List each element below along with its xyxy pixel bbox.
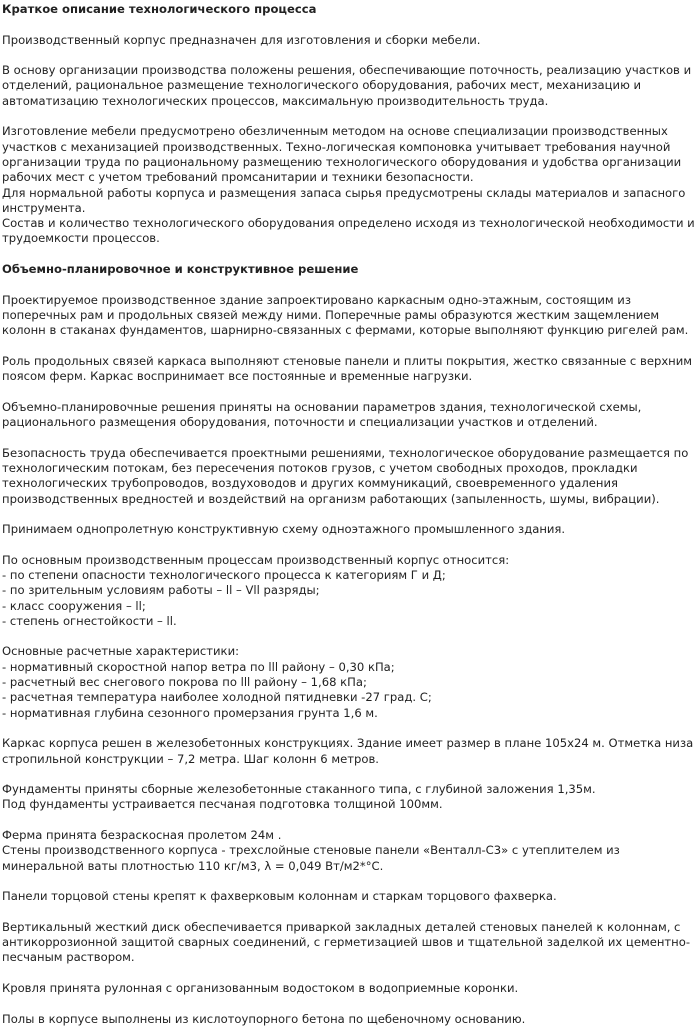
list-intro: По основным производственным процессам производственный корпус относится:: [2, 552, 510, 567]
paragraph: В основу организации производства положены решения, обеспечивающие поточность, реализацию участков и отделений, рациональное размещение технологического оборудования, рабочих мест, механизацию и автоматизацию технологических процессов, максимальную производительность труда.: [2, 63, 692, 108]
paragraph: Полы в корпусе выполнены из кислотоупорного бетона по щебеночному основанию.: [2, 1011, 526, 1026]
list-intro: Основные расчетные характеристики:: [2, 644, 240, 659]
list-item: - степень огнестойкости – ll.: [2, 613, 177, 628]
paragraph: Безопасность труда обеспечивается проектными решениями, технологическое оборудование размещается по технологическим потокам, без пересечения потоков грузов, с учетом свободных проходов, прокладки технологических трубопроводов, воздуховодов и других коммуникаций, своевременного удаления производственных вредностей и воздействий на организм работающих (запыленность, шумы, вибрации).: [2, 445, 689, 506]
paragraph: Состав и количество технологического оборудования определено исходя из технологической необходимости и трудоемкости процессов.: [2, 216, 695, 246]
list-item: - по зрительным условиям работы – ll – Vll разряды;: [2, 583, 320, 598]
paragraph: Ферма принята безраскосная пролетом 24м .: [2, 828, 282, 843]
paragraph: Объемно-планировочные решения приняты на основании параметров здания, технологической схемы, рационального размещения оборудования, поточности и специализации участков и отделений.: [2, 399, 642, 430]
section-heading-process: Краткое описание технологического процесса: [2, 2, 317, 16]
paragraph: Кровля принята рулонная с организованным водостоком в водоприемные коронки.: [2, 981, 519, 995]
paragraph: Фундаменты приняты сборные железобетонные стаканного типа, с глубиной заложения 1,35м.: [2, 782, 596, 797]
paragraph: Роль продольных связей каркаса выполняют стеновые панели и плиты покрытия, жестко связанные с верхним поясом ферм. Каркас воспринимает все постоянные и временные нагрузки.: [2, 353, 693, 384]
paragraph: Для нормальной работы корпуса и размещения запаса сырья предусмотрены склады материалов и запасного инструмента.: [2, 185, 686, 215]
paragraph: Каркас корпуса решен в железобетонных конструкциях. Здание имеет размер в плане 105х24 м. Отметка низа стропильной конструкции – 7,2 метра. Шаг колонн 6 метров.: [2, 736, 694, 766]
paragraph: Вертикальный жесткий диск обеспечивается приваркой закладных деталей стеновых панелей к колоннам, с антикоррозионной защитой сварных соединений, с герметизацией швов и тщательной заделкой их цементно-песчаным раствором.: [2, 919, 691, 965]
paragraph: Панели торцовой стены крепят к фахверковым колоннам и старкам торцового фахверка.: [2, 889, 557, 904]
list-item: - расчетный вес снегового покрова по lll району – 1,68 кПа;: [2, 675, 367, 690]
list-item: - класс сооружения – ll;: [2, 598, 146, 613]
list-item: - нормативный скоростной напор ветра по lll району – 0,30 кПа;: [2, 659, 395, 674]
list-item: - нормативная глубина сезонного промерзания грунта 1,6 м.: [2, 705, 378, 720]
paragraph: Производственный корпус предназначен для изготовления и сборки мебели.: [2, 32, 481, 47]
list-item: - расчетная температура наиболее холодной пятидневки -27 град. С;: [2, 690, 432, 705]
list-item: - по степени опасности технологического процесса к категориям Г и Д;: [2, 567, 446, 582]
paragraph: Изготовление мебели предусмотрено обезличенным методом на основе специализации производственных участков с механизацией производственных. Техно-логическая компоновка учитывает требования научной организации труда по рациональному размещению технологического оборудования и удобства организации рабочих мест с учетом требований промсанитарии и техники безопасности.: [2, 124, 682, 185]
section-heading-planning: Объемно-планировочное и конструктивное решение: [2, 262, 359, 277]
paragraph: Принимаем однопролетную конструктивную схему одноэтажного промышленного здания.: [2, 522, 566, 537]
paragraph: Стены производственного корпуса - трехслойные стеновые панели «Венталл-С3» с утеплителем из минеральной ваты плотностью 110 кг/м3, λ = 0,049 Вт/м2*°С.: [2, 843, 620, 873]
paragraph: Проектируемое производственное здание запроектировано каркасным одно-этажным, состоящим из поперечных рам и продольных связей между ними. Поперечные рамы образуются жестким защемлением колонн в стаканах фундаментов, шарнирно-связанных с фермами, которые выполняют функцию ригелей рам.: [2, 292, 689, 338]
paragraph: Под фундаменты устраивается песчаная подготовка толщиной 100мм.: [2, 797, 443, 812]
